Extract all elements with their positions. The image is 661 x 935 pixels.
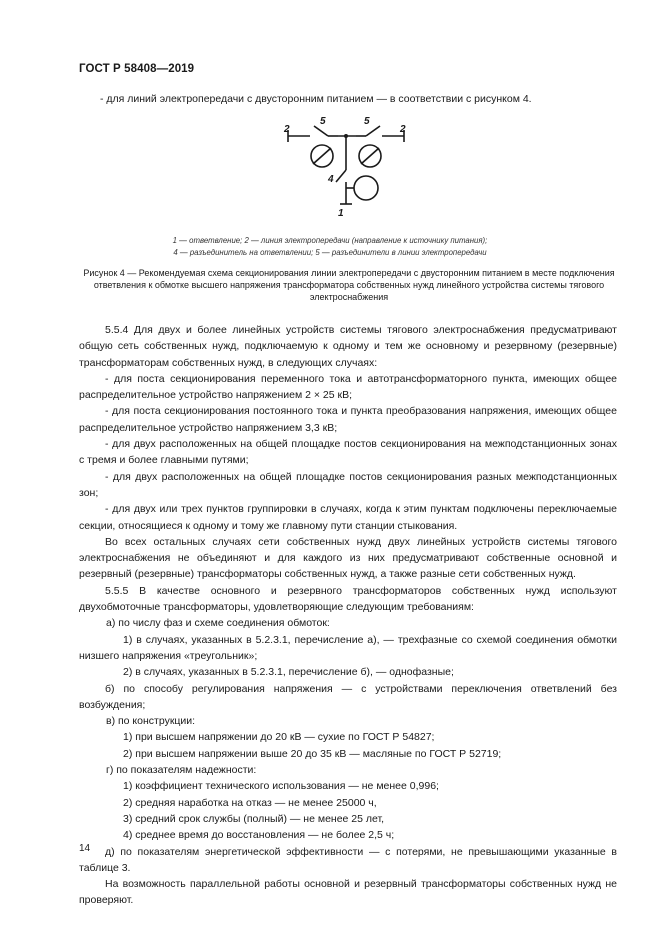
- figure-legend-line-2: 4 — разъединитель на ответвлении; 5 — разъединители в линии электропередачи: [173, 248, 487, 257]
- branch-disconnector-blade: [336, 170, 346, 182]
- document-header: ГОСТ Р 58408—2019: [79, 63, 195, 75]
- figure-legend-line-1: 1 — ответвление; 2 — линия электропередачи (направление к источнику питания);: [172, 236, 488, 245]
- label-4: 4: [328, 174, 334, 185]
- list-item: - для двух или трех пунктов группировки в случаях, когда к этим пунктам подключены переключаемые секции, относящиеся к одному и тому же главному пути станции стыкования.: [79, 503, 617, 532]
- transformer-circle: [354, 176, 378, 200]
- label-5-right: 5: [364, 116, 370, 127]
- list-item: 1) коэффициент технического использования — не менее 0,996;: [123, 780, 439, 793]
- right-disconnector-blade: [366, 126, 380, 136]
- paragraph: На возможность параллельной работы основной и резервный трансформаторы собственных нужд не проверяют.: [79, 878, 617, 907]
- intro-line: - для линий электропередачи с двусторонним питанием — в соответствии с рисунком 4.: [100, 93, 532, 105]
- list-item: 4) среднее время до восстановления — не более 2,5 ч;: [123, 829, 395, 842]
- junction-node: [344, 134, 348, 138]
- list-item: 2) средняя наработка на отказ — не менее 25000 ч,: [123, 796, 377, 809]
- list-item: а) по числу фаз и схеме соединения обмоток:: [106, 617, 330, 630]
- list-item: - для двух расположенных на общей площадке постов секционирования на межподстанционных зонах с тремя и более главными путями;: [79, 438, 617, 467]
- paragraph: 5.5.5 В качестве основного и резервного трансформаторов собственных нужд используют двухобмоточные трансформаторы, удовлетворяющие следующим требованиям:: [79, 584, 617, 614]
- label-2-left: 2: [284, 124, 290, 135]
- list-item: в) по конструкции:: [106, 715, 196, 728]
- body-text: [79, 322, 617, 909]
- label-5-left: 5: [320, 116, 326, 127]
- list-item: - для поста секционирования переменного тока и автотрансформаторного пункта, имеющих общее распределительное устройство напряжением 2 × 25 кВ;: [79, 372, 617, 402]
- figure-caption: Рисунок 4 — Рекомендуемая схема секционирования линии электропередачи с двусторонним питанием в месте подключения ответвления к обмотке высшего напряжения трансформатора собственных нужд линейного устройства системы тягового электроснабжения: [83, 268, 615, 302]
- paragraph: 5.5.4 Для двух и более линейных устройств системы тягового электроснабжения предусматривают общую сеть собственных нужд, подключаемую к одному и тем же основному и резервному (резервные) трансформаторам собственных нужд, в следующих случаях:: [79, 324, 617, 369]
- list-item: - для двух расположенных на общей площадке постов секционирования разных межподстанционных зон;: [79, 470, 617, 499]
- list-item: 1) в случаях, указанных в 5.2.3.1, перечисление а), — трехфазные со схемой соединения обмотки низшего напряжения «треугольник»;: [79, 633, 617, 662]
- list-item: 2) в случаях, указанных в 5.2.3.1, перечисление б), — однофазные;: [123, 666, 454, 679]
- sectioning-scheme-diagram: [270, 112, 420, 224]
- list-item: б) по способу регулирования напряжения — с устройствами переключения ответвлений без возбуждения;: [79, 682, 617, 711]
- page-number: 14: [79, 843, 91, 854]
- list-item: г) по показателям надежности:: [106, 764, 257, 777]
- left-disconnector-blade: [314, 126, 328, 136]
- label-1: 1: [338, 208, 344, 219]
- list-item: д) по показателям энергетической эффективности — с потерями, не превышающими указанные в таблице 3.: [79, 845, 617, 874]
- list-item: 2) при высшем напряжении выше 20 до 35 кВ — масляные по ГОСТ Р 52719;: [123, 747, 502, 760]
- list-item: - для поста секционирования постоянного тока и пункта преобразования напряжения, имеющих общее распределительное устройство напряжением 3,3 кВ;: [79, 405, 617, 434]
- label-2-right: 2: [400, 124, 406, 135]
- paragraph: Во всех остальных случаях сети собственных нужд двух линейных устройств системы тягового электроснабжения не объединяют и для каждого из них предусматривают собственные основной и резервный (резервные) трансформаторы собственных нужд, а также разные сети собственных нужд.: [79, 535, 617, 581]
- list-item: 1) при высшем напряжении до 20 кВ — сухие по ГОСТ Р 54827;: [123, 731, 435, 744]
- list-item: 3) средний срок службы (полный) — не менее 25 лет,: [123, 812, 385, 825]
